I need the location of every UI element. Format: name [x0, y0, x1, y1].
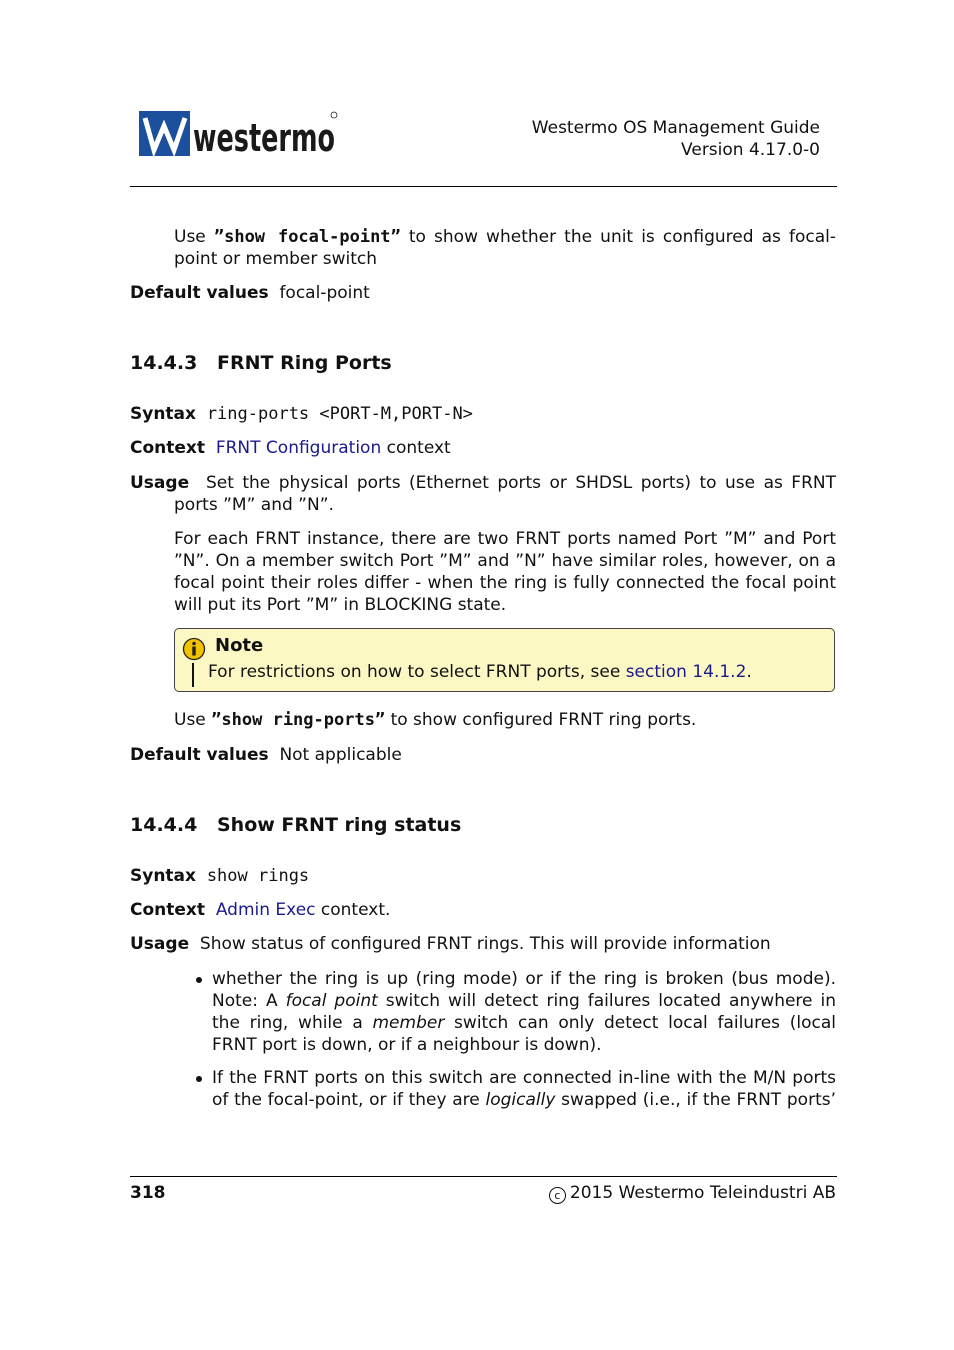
bullet-ring-mode: whether the ring is up (ring mode) or if the ring is broken (bus mode). Note: A focal point switch will detect ring failures located anywhere in the ring, while a member switch can only detect local failures (local FRNT port is down, or if a neighbour is down).: [212, 969, 836, 1055]
guide-title: Westermo OS Management Guide: [531, 118, 820, 138]
show-rings-syntax: show rings: [206, 866, 310, 886]
syntax-ring-ports: Syntax ring-ports <PORT-M,PORT-N>: [130, 404, 473, 424]
show-ring-ports-command: ”show ring-ports”: [211, 710, 386, 730]
focal-point-usage: Use ”show focal-point” to show whether the unit is configured as focal- point or member switch: [174, 227, 836, 269]
usage-show-rings: Usage Show status of configured FRNT rings. This will provide information: [130, 934, 771, 954]
usage-ring-ports: Usage Set the physical ports (Ethernet ports or SHDSL ports) to use as FRNT ports ”M” and ”N”.: [130, 473, 836, 515]
note-text: For restrictions on how to select FRNT ports, see section 14.1.2.: [208, 662, 752, 682]
section-14-1-2-link[interactable]: section 14.1.2: [625, 662, 747, 682]
header-rule: [130, 186, 837, 187]
section-heading-14-4-4: 14.4.4 Show FRNT ring status: [130, 814, 462, 836]
syntax-show-rings: Syntax show rings: [130, 866, 310, 886]
note-title: Note: [215, 635, 264, 656]
frnt-ports-description: For each FRNT instance, there are two FRNT ports named Port ”M” and Port ”N”. On a member switch Port ”M” and ”N” have similar roles, however, on a focal point their roles differ - when the ring is fully connected the focal point will put its Port ”M” in BLOCKING state.: [174, 529, 836, 615]
context-frnt: Context FRNT Configuration context: [130, 438, 451, 458]
bullet-inline-ports: If the FRNT ports on this switch are connected in-line with the M/N ports of the focal-point, or if they are logically swapped (i.e., if the FRNT ports’: [212, 1068, 836, 1110]
copyright-icon: c: [549, 1187, 566, 1204]
page-number: 318: [130, 1183, 166, 1203]
default-values-2: Default values Not applicable: [130, 745, 402, 765]
ring-ports-usage: Use ”show ring-ports” to show configured FRNT ring ports.: [174, 710, 697, 730]
guide-version: Version 4.17.0-0: [681, 140, 820, 160]
bullet-marker: [196, 1076, 202, 1082]
logo-wordmark: westermo: [193, 116, 335, 160]
westermo-logo: [139, 110, 339, 158]
info-icon: [182, 637, 206, 661]
copyright: c 2015 Westermo Teleindustri AB: [549, 1182, 836, 1204]
context-admin-exec: Context Admin Exec context.: [130, 900, 391, 920]
header-info: [532, 117, 820, 161]
note-box: [174, 628, 835, 692]
frnt-configuration-link[interactable]: FRNT Configuration: [215, 438, 382, 458]
bullet-marker: [196, 977, 202, 983]
section-heading-14-4-3: 14.4.3 FRNT Ring Ports: [130, 352, 392, 374]
ring-ports-syntax: ring-ports <PORT-M,PORT-N>: [206, 404, 473, 424]
show-focal-point-command: ”show focal-point”: [213, 227, 401, 247]
footer-rule: [130, 1176, 837, 1177]
admin-exec-link[interactable]: Admin Exec: [215, 900, 316, 920]
default-values-1: Default values focal-point: [130, 283, 370, 303]
note-bar: [192, 663, 194, 687]
